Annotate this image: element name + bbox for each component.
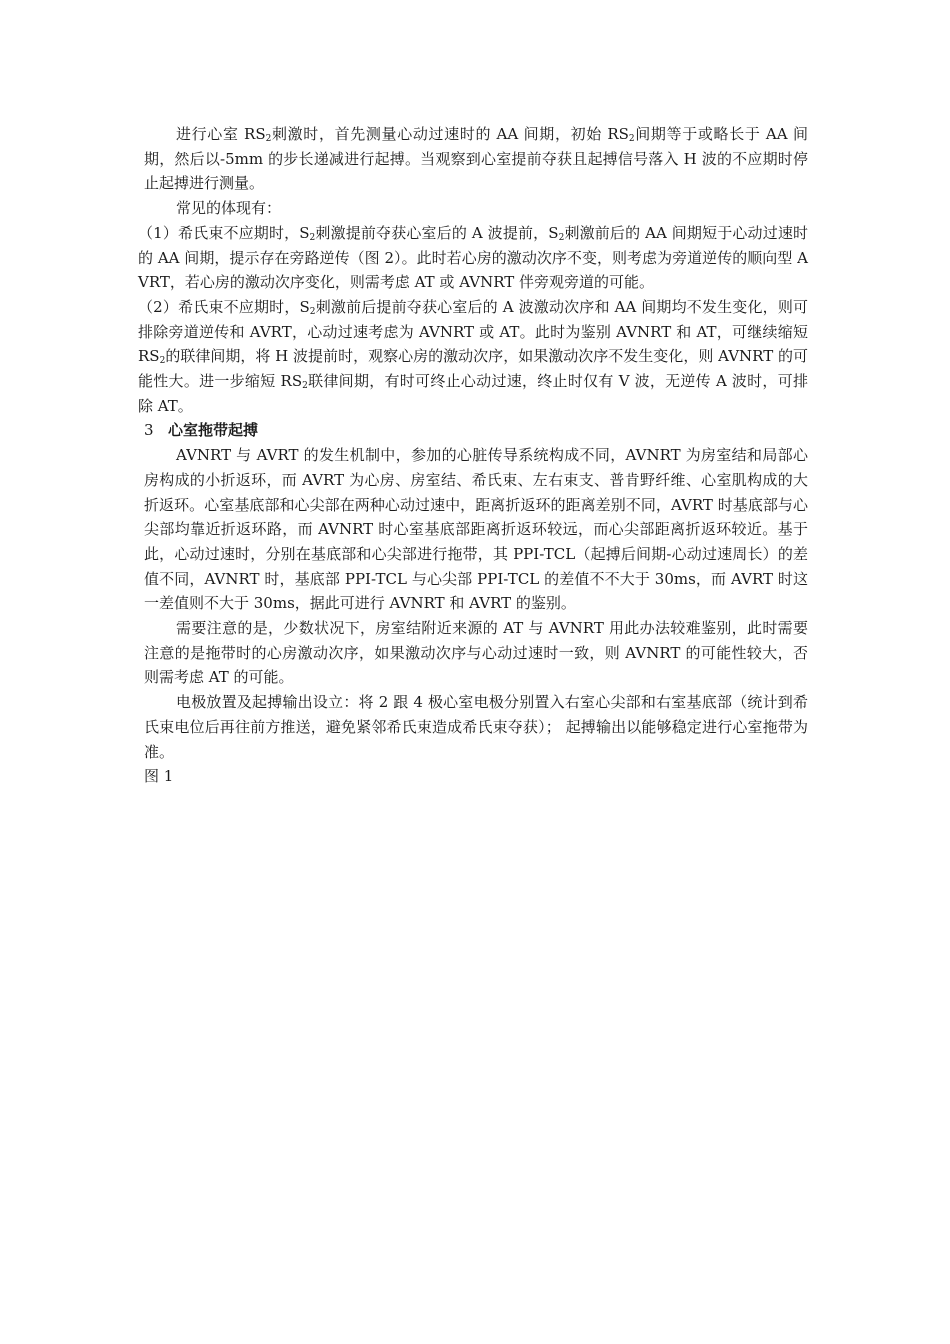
document-page	[138, 122, 809, 789]
subscript: 2	[265, 134, 272, 144]
subscript: 2	[309, 232, 316, 243]
paragraph-common-manifestations: 常见的体现有：	[176, 199, 282, 218]
list-item-1	[138, 221, 808, 295]
text-run: 刺激前后的 AA 间期短于心动过速时的 AA 间期，提示存在旁路逆传（图 2）。此时若心房的激动次序不变，则考虑为旁道逆传的顺向型 AVRT，若心房的激动次序变化，则需考虑 AT 或 AVNRT 伴旁观旁道的可能。	[138, 223, 809, 292]
text-run: 进行心室 RS	[176, 125, 266, 143]
subscript: 2	[628, 134, 635, 144]
text-run: 联律间期，有时可终止心动过速，终止时仅有 V 波，无逆传 A 波时，可排除 AT。	[138, 372, 808, 415]
subscript: 2	[159, 356, 166, 367]
text-run: 刺激提前夺获心室后的 A 波提前，S	[315, 223, 559, 242]
paragraph-rs2-stimulation	[144, 122, 808, 196]
subscript: 2	[558, 232, 565, 243]
text-run: （1）希氏束不应期时，S	[138, 223, 310, 242]
subscript: 2	[309, 306, 316, 317]
section-number: 3	[144, 421, 154, 440]
text-run: 刺激前后提前夺获心室后的 A 波激动次序和 AA 间期均不发生变化，则可排除旁道逆传和 AVRT，心动过速考虑为 AVNRT 或 AT。此时为鉴别 AVNRT 和 AT，可继续缩短 RS	[138, 297, 808, 366]
text-run: 间期等于或略长于 AA 间期，然后以-5mm 的步长递减进行起搏。当观察到心室提前夺获且起搏信号落入 H 波的不应期时停止起搏进行测量。	[144, 125, 809, 193]
section-heading	[144, 418, 808, 443]
text-run: （2）希氏束不应期时，S	[138, 297, 310, 316]
paragraph-mechanism: AVNRT 与 AVRT 的发生机制中，参加的心脏传导系统构成不同，AVNRT 为房室结和局部心房构成的小折返环，而 AVRT 为心房、房室结、希氏束、左右束支、普肯野纤维、心室肌构成的大折返环。心室基底部和心尖部在两种心动过速中，距离折返环的距离差别不同，AVRT 时基底部与心尖部均靠近折返环路，而 AVNRT 时心室基底部距离折返环较远，而心尖部距离折返环较近。基于此，心动过速时，分别在基底部和心尖部进行拖带，其 PPI-TCL（起搏后间期-心动过速周长）的差值不同，AVNRT 时，基底部 PPI-TCL 与心尖部 PPI-TCL 的差值不不大于 30ms，而 AVRT 时这一差值则不大于 30ms，据此可进行 AVNRT 和 AVRT 的鉴别。	[144, 446, 808, 613]
paragraph-electrode-placement: 电极放置及起搏输出设立：将 2 跟 4 极心室电极分别置入右室心尖部和右室基底部（统计到希氏束电位后再往前方推送，避免紧邻希氏束造成希氏束夺获）； 起搏输出以能够稳定进行心室拖带为准。	[144, 693, 808, 761]
section-title: 心室拖带起搏	[168, 421, 259, 440]
figure-label: 图 1	[144, 767, 174, 786]
text-run: 的联律间期，将 H 波提前时，观察心房的激动次序，如果激动次序不发生变化，则 AVNRT 的可能性大。进一步缩短 RS	[138, 347, 808, 391]
paragraph-note: 需要注意的是，少数状况下，房室结附近来源的 AT 与 AVNRT 用此办法较难鉴别，此时需要注意的是拖带时的心房激动次序，如果激动次序与心动过速时一致，则 AVNRT 的可能性较大，否则需考虑 AT 的可能。	[144, 619, 808, 687]
list-item-2	[138, 295, 808, 419]
text-run: 刺激时，首先测量心动过速时的 AA 间期，初始 RS	[271, 125, 629, 143]
subscript: 2	[302, 381, 308, 392]
